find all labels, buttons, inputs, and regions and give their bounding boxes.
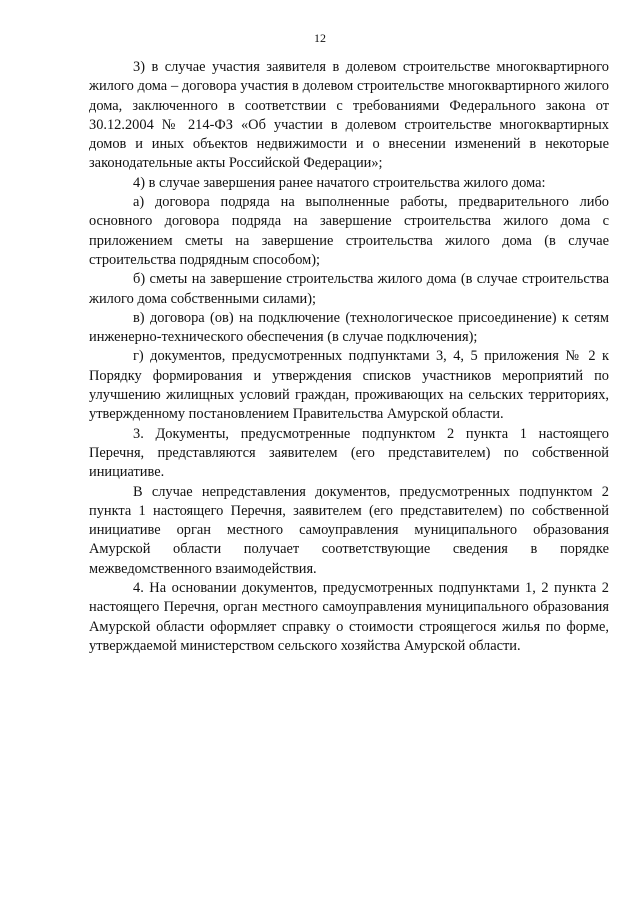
- paragraph-item-3-equity-construction: 3) в случае участия заявителя в долевом строительстве многоквартирного жилого дома – договора участия в долевом строительстве многоквартирного жилого дома, заключенного в соответствии с требованиями Федерального закона от 30.12.2004 № 214-ФЗ «Об участии в долевом строительстве многоквартирных домов и иных объектов недвижимости и о внесении изменений в некоторые законодательные акты Российской Федерации»;: [89, 59, 609, 172]
- paragraph-non-submission: В случае непредставления документов, предусмотренных подпунктом 2 пункта 1 настоящего Перечня, заявителем (его представителем) по собственной инициативе орган местного самоуправления муниципального образования Амурской области получает соответствующие сведения в порядке межведомственного взаимодействия.: [89, 483, 609, 577]
- paragraph-section-4: 4. На основании документов, предусмотренных подпунктами 1, 2 пункта 2 настоящего Перечня, орган местного самоуправления муниципального образования Амурской области оформляет справку о стоимости строящегося жилья по форме, утверждаемой министерством сельского хозяйства Амурской области.: [89, 580, 609, 654]
- page-number: 12: [314, 31, 326, 45]
- paragraph-item-4-completion: 4) в случае завершения ранее начатого строительства жилого дома:: [133, 174, 546, 191]
- paragraph-section-3: 3. Документы, предусмотренные подпунктом 2 пункта 1 настоящего Перечня, представляются заявителем (его представителем) по собственной инициативе.: [89, 425, 609, 481]
- paragraph-subitem-v: в) договора (ов) на подключение (технологическое присоединение) к сетям инженерно-технического обеспечения (в случае подключения);: [89, 309, 609, 346]
- document-body: [89, 58, 609, 656]
- paragraph-subitem-g: г) документов, предусмотренных подпунктами 3, 4, 5 приложения № 2 к Порядку формирования и утверждения списков участников мероприятий по улучшению жилищных условий граждан, проживающих на сельских территориях, утвержденному постановлением Правительства Амурской области.: [89, 348, 609, 423]
- paragraph-subitem-a: а) договора подряда на выполненные работы, предварительного либо основного договора подряда на завершение строительства жилого дома с приложением сметы на завершение строительства жилого дома (в случае строительства подрядным способом);: [89, 194, 609, 268]
- paragraph-subitem-b: б) сметы на завершение строительства жилого дома (в случае строительства жилого дома собственными силами);: [89, 271, 609, 307]
